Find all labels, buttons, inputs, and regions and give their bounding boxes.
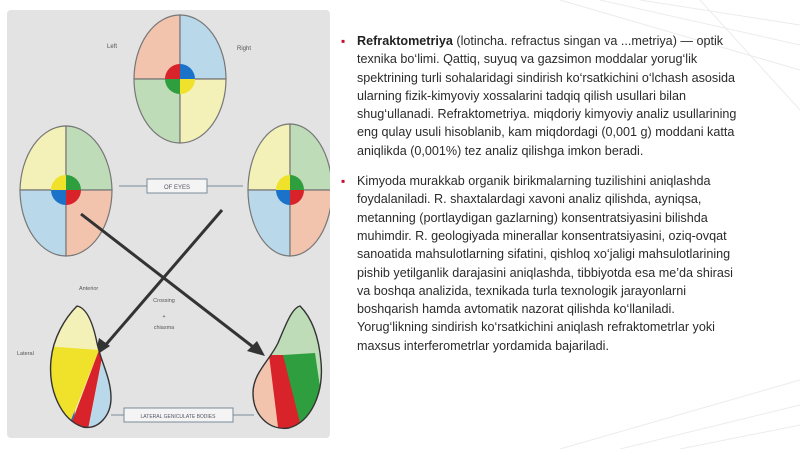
term-title: Refraktometriya	[357, 34, 453, 48]
label-chiasma: chiasma	[153, 325, 175, 331]
paragraph-2	[340, 172, 740, 355]
bottom-box-label: LATERAL GENICULATE BODIES	[140, 414, 216, 420]
label-right: Right	[237, 46, 252, 52]
geniculate-right	[247, 300, 327, 435]
visual-pathway-figure	[7, 10, 330, 438]
label-crossing: Crossing	[153, 298, 175, 304]
label-anterior: Anterior	[79, 286, 99, 292]
paragraph-2-text: Kimyoda murakkab organik birikmalarning tuzilishini aniqlashda foydalaniladi. R. shaxtalardagi xavoni analiz qilishda, ayniqsa, metanning (portlaydigan gazlarning) konsentratsiyasini bilishda muhimdir. R. geologiyada minerallar konsentratsiyasini, oziq-ovqat sanoatida mahsulotlarning sifatini, qishloq xo‘jaligi mahsulotlarining pishib yetilganlik darajasini aniqlashda, tibbiyotda esa me’da shirasi va boshqa analizida, texnikada turla texnologik jarayonlarni boshqarish hamda avtomatik nazorat qilishda ko‘llaniladi. Yorug‘likning sindirish ko‘rsatkichini aniqlash refraktometrlar yoki maxsus interferometrlar yordamida bajariladi.	[357, 174, 733, 353]
label-lateral: Lateral	[17, 351, 34, 357]
paragraph-1	[340, 32, 740, 160]
text-content	[340, 32, 740, 367]
visual-field-right	[248, 124, 330, 256]
svg-text:+: +	[162, 314, 166, 320]
bullet-icon: ▪	[341, 34, 346, 48]
geniculate-left	[37, 300, 123, 435]
visual-field-left	[20, 126, 112, 256]
center-box-label: OF EYES	[163, 185, 191, 191]
visual-field-top	[134, 15, 226, 143]
label-left: Left	[107, 44, 118, 50]
bullet-icon: ▪	[341, 174, 346, 189]
paragraph-1-text: (lotincha. refractus singan va ...metriya) — optik texnika bo‘limi. Qattiq, suyuq va gazsimon moddalar yorug‘lik spektrining turli sohalaridagi sindirish ko‘rsatkichini o‘lchash asosida ularning fizik-kimyoviy xossalarini tadqiq qilish usullari bilan shug‘ullanadi. Refraktometriya. miqdoriy kimyoviy analiz usullarining eng qulay usuli hisoblanib, kam miqdordagi (0,001 g) moddani katta aniqlikda (0,001%) tez analiz qilishga imkon beradi.	[357, 34, 737, 158]
